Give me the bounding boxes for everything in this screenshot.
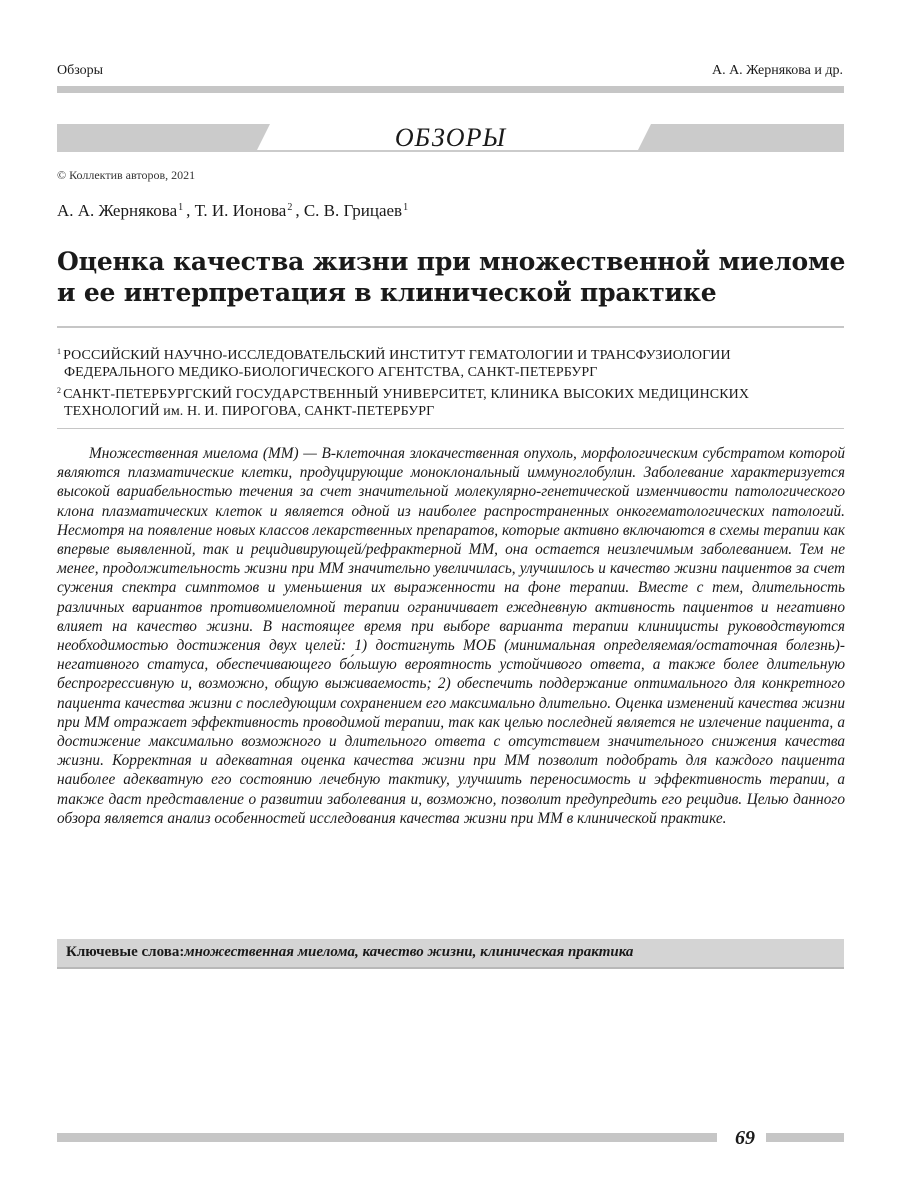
author-separator: , (186, 201, 191, 220)
affiliations (57, 343, 844, 421)
page-number: 69 (735, 1127, 755, 1149)
article-title-line: Оценка качества жизни при множественной миеломе (57, 247, 846, 276)
affiliation-item (57, 382, 844, 420)
keywords-label: Ключевые слова: (66, 944, 185, 960)
article-title-line: и ее интерпретация в клинической практике (57, 278, 717, 307)
affiliation-text: РОССИЙСКИЙ НАУЧНО-ИССЛЕДОВАТЕЛЬСКИЙ ИНСТИТУТ ГЕМАТОЛОГИИ И ТРАНСФУЗИОЛОГИИ ФЕДЕРАЛЬНОГО МЕДИКО-БИОЛОГИЧЕСКОГО АГЕНТСТВА, САНКТ-ПЕТЕРБУРГ (63, 348, 731, 380)
header-rule (57, 86, 844, 93)
affiliation-number: 2 (57, 386, 62, 395)
abstract: Множественная миелома (ММ) — В-клеточная злокачественная опухоль, морфологическим субстратом которой являются плазматические клетки, продуцирующие моноклональный иммуноглобулин. Заболевание характеризуется высокой вариабельностью течения за счет значительной молекулярно-генетической изменчивости патологического клона плазматических клеток и является одной из наиболее распространенных онкогематологических патологий. Несмотря на появление новых классов лекарственных препаратов, которые активно включаются в схемы терапии как впервые выявленной, так и рецидивирующей/рефрактерной ММ, она остается неизлечимым заболеванием. Тем не менее, продолжительность жизни при ММ значительно увеличилась, улучшилось и качество жизни пациентов за счет сужения спектра симптомов и уменьшения их выраженности на фоне терапии. Вместе с тем, длительность различных вариантов противомиеломной терапии ограничивает ежедневную активность пациентов и негативно влияет на качество жизни. В настоящее время при выборе варианта терапии клиницисты руководствуются необходимостью достижения двух целей: 1) достигнуть МОБ (минимальная определяемая/остаточная болезнь)-негативного статуса, обеспечивающего бо́льшую вероятность устойчивого ответа, а также более длительную беспрогрессивную и, возможно, общую выживаемость; 2) обеспечить поддержание оптимального для конкретного пациента качества жизни с последующим сохранением его максимально длительно. Оценка изменений качества жизни при ММ отражает эффективность проводимой терапии, так как целью последней является не излечение пациента, а достижение максимально возможного и длительного ответа с отсутствием значительного снижения качества жизни. Корректная и адекватная оценка качества жизни при ММ позволит подобрать для каждого пациента наиболее адекватную его состоянию лечебную тактику, улучшить переносимость и эффективность терапии, а также даст представление о развитии заболевания и, возможно, позволит предупредить его рецидив. Целью данного обзора является анализ особенностей исследования качества жизни при ММ в клинической практике. (57, 445, 845, 827)
running-header-authors: А. А. Жернякова и др. (711, 63, 843, 78)
author-name: А. А. Жернякова (57, 201, 178, 220)
affiliation-number: 1 (57, 347, 62, 356)
author-affiliation-number: 2 (287, 202, 293, 213)
keywords-box (57, 939, 844, 969)
keywords (66, 944, 633, 961)
author-separator: , (295, 201, 300, 220)
author-affiliation-number: 1 (178, 202, 184, 213)
author-list (57, 201, 411, 221)
title-rule (57, 326, 844, 328)
section-banner (57, 124, 844, 152)
article-title (57, 246, 857, 308)
author-affiliation-number: 1 (403, 202, 409, 213)
keywords-value: множественная миелома, качество жизни, клиническая практика (184, 944, 634, 960)
section-title: ОБЗОРЫ (394, 123, 507, 152)
footer-rule-right (766, 1133, 844, 1142)
footer-rule (57, 1133, 717, 1142)
affiliation-text: САНКТ-ПЕТЕРБУРГСКИЙ ГОСУДАРСТВЕННЫЙ УНИВЕРСИТЕТ, КЛИНИКА ВЫСОКИХ МЕДИЦИНСКИХ ТЕХНОЛОГИЙ им. Н. И. ПИРОГОВА, САНКТ-ПЕТЕРБУРГ (63, 387, 750, 419)
copyright-notice: © Коллектив авторов, 2021 (57, 168, 196, 182)
affiliation-item (57, 343, 844, 381)
author-name: С. В. Грицаев (303, 201, 403, 220)
affiliations-rule (57, 428, 844, 429)
running-header-section: Обзоры (57, 63, 104, 78)
author-name: Т. И. Ионова (194, 201, 287, 220)
